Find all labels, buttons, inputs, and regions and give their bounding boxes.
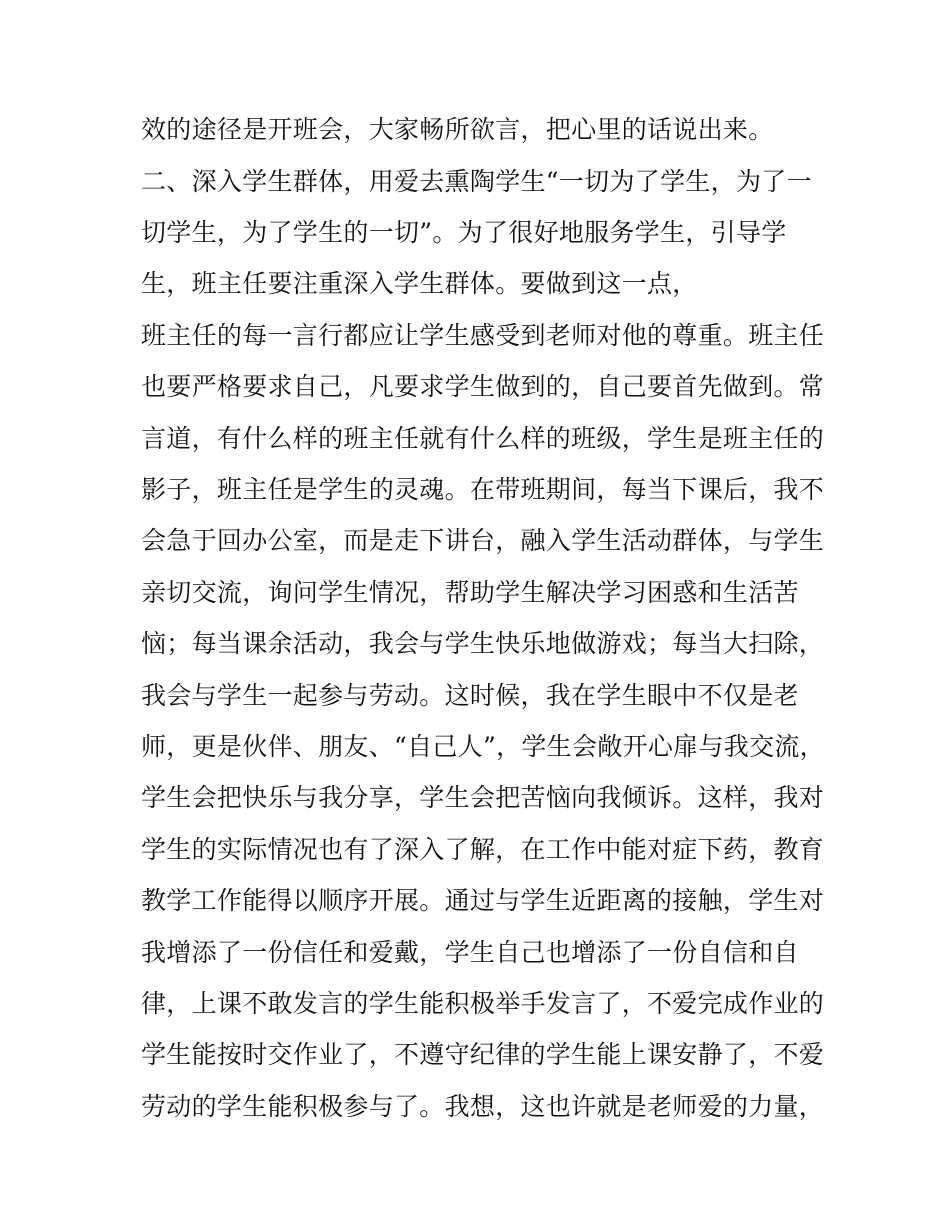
text-line-13: 师，更是伙伴、朋友、“自己人”，学生会敞开心扉与我交流，: [141, 732, 825, 761]
text-line-9: 会急于回办公室，而是走下讲台，融入学生活动群体，与学生: [141, 526, 825, 555]
text-line-18: 律，上课不敢发言的学生能积极举手发言了，不爱完成作业的: [141, 989, 825, 1018]
text-line-6: 也要严格要求自己，凡要求学生做到的，自己要首先做到。常: [141, 372, 825, 401]
text-line-8: 影子，班主任是学生的灵魂。在带班期间，每当下课后，我不: [141, 475, 825, 504]
text-line-1: 效的途径是开班会，大家畅所欲言，把心里的话说出来。: [141, 115, 774, 144]
text-line-3: 切学生，为了学生的一切”。为了很好地服务学生，引导学: [141, 218, 787, 247]
text-line-17: 我增添了一份信任和爱戴，学生自己也增添了一份自信和自: [141, 938, 799, 967]
text-line-2: 二、深入学生群体，用爱去熏陶学生“一切为了学生，为了一: [141, 167, 812, 196]
text-line-16: 教学工作能得以顺序开展。通过与学生近距离的接触，学生对: [141, 886, 825, 915]
text-line-11: 恼；每当课余活动，我会与学生快乐地做游戏；每当大扫除，: [141, 629, 825, 658]
text-line-19: 学生能按时交作业了，不遵守纪律的学生能上课安静了，不爱: [141, 1040, 825, 1069]
text-line-7: 言道，有什么样的班主任就有什么样的班级，学生是班主任的: [141, 424, 825, 453]
text-line-20: 劳动的学生能积极参与了。我想，这也许就是老师爱的力量，: [141, 1092, 825, 1121]
text-line-14: 学生会把快乐与我分享，学生会把苦恼向我倾诉。这样，我对: [141, 783, 825, 812]
text-line-10: 亲切交流，询问学生情况，帮助学生解决学习困惑和生活苦: [141, 578, 799, 607]
text-line-4: 生，班主任要注重深入学生群体。要做到这一点，: [141, 269, 698, 298]
text-line-12: 我会与学生一起参与劳动。这时候，我在学生眼中不仅是老: [141, 681, 799, 710]
text-line-15: 学生的实际情况也有了深入了解，在工作中能对症下药，教育: [141, 835, 825, 864]
text-line-5: 班主任的每一言行都应让学生感受到老师对他的尊重。班主任: [141, 321, 825, 350]
